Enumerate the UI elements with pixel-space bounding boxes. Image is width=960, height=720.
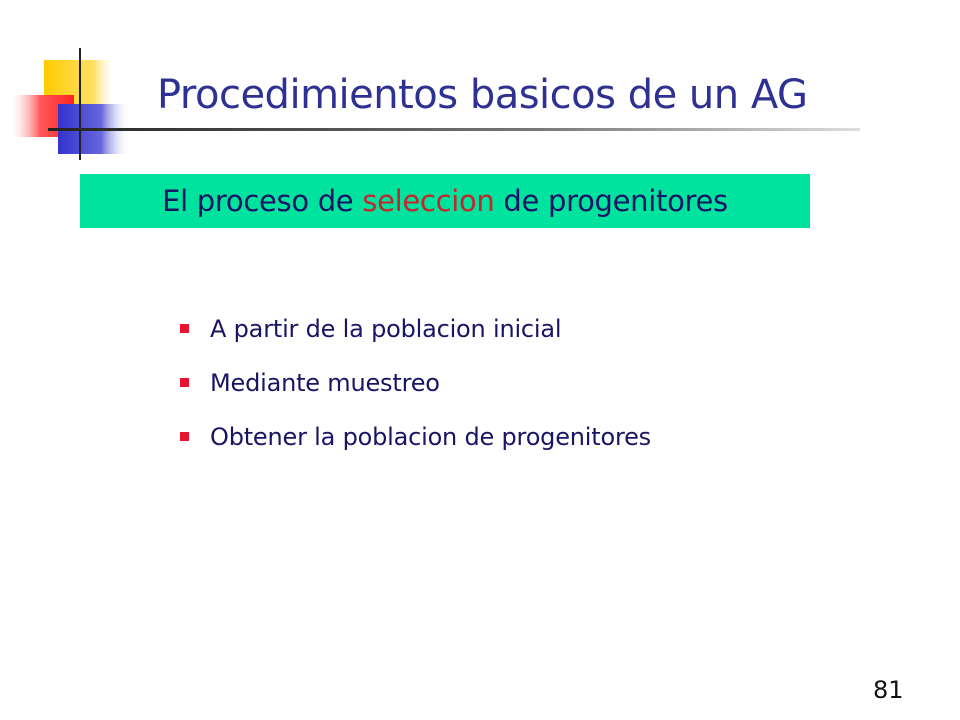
bullet-list bbox=[180, 310, 651, 472]
bullet-text: Mediante muestreo bbox=[210, 368, 440, 397]
bullet-item bbox=[180, 418, 651, 455]
bullet-item bbox=[180, 310, 651, 347]
bullet-text: A partir de la poblacion inicial bbox=[210, 314, 562, 343]
square-bullet-icon bbox=[180, 378, 189, 387]
subtitle-highlight: seleccion bbox=[362, 184, 495, 218]
page-number: 81 bbox=[873, 676, 904, 704]
bullet-text: Obtener la poblacion de progenitores bbox=[210, 422, 651, 451]
title-underline bbox=[48, 128, 860, 131]
slide-title: Procedimientos basicos de un AG bbox=[157, 72, 808, 118]
decorative-squares-logo bbox=[0, 0, 150, 170]
subtitle-text-after: de progenitores bbox=[494, 184, 728, 218]
subtitle-text-before: El proceso de bbox=[162, 184, 363, 218]
subtitle-banner bbox=[80, 174, 810, 228]
bullet-item bbox=[180, 364, 651, 401]
square-bullet-icon bbox=[180, 324, 189, 333]
square-bullet-icon bbox=[180, 432, 189, 441]
